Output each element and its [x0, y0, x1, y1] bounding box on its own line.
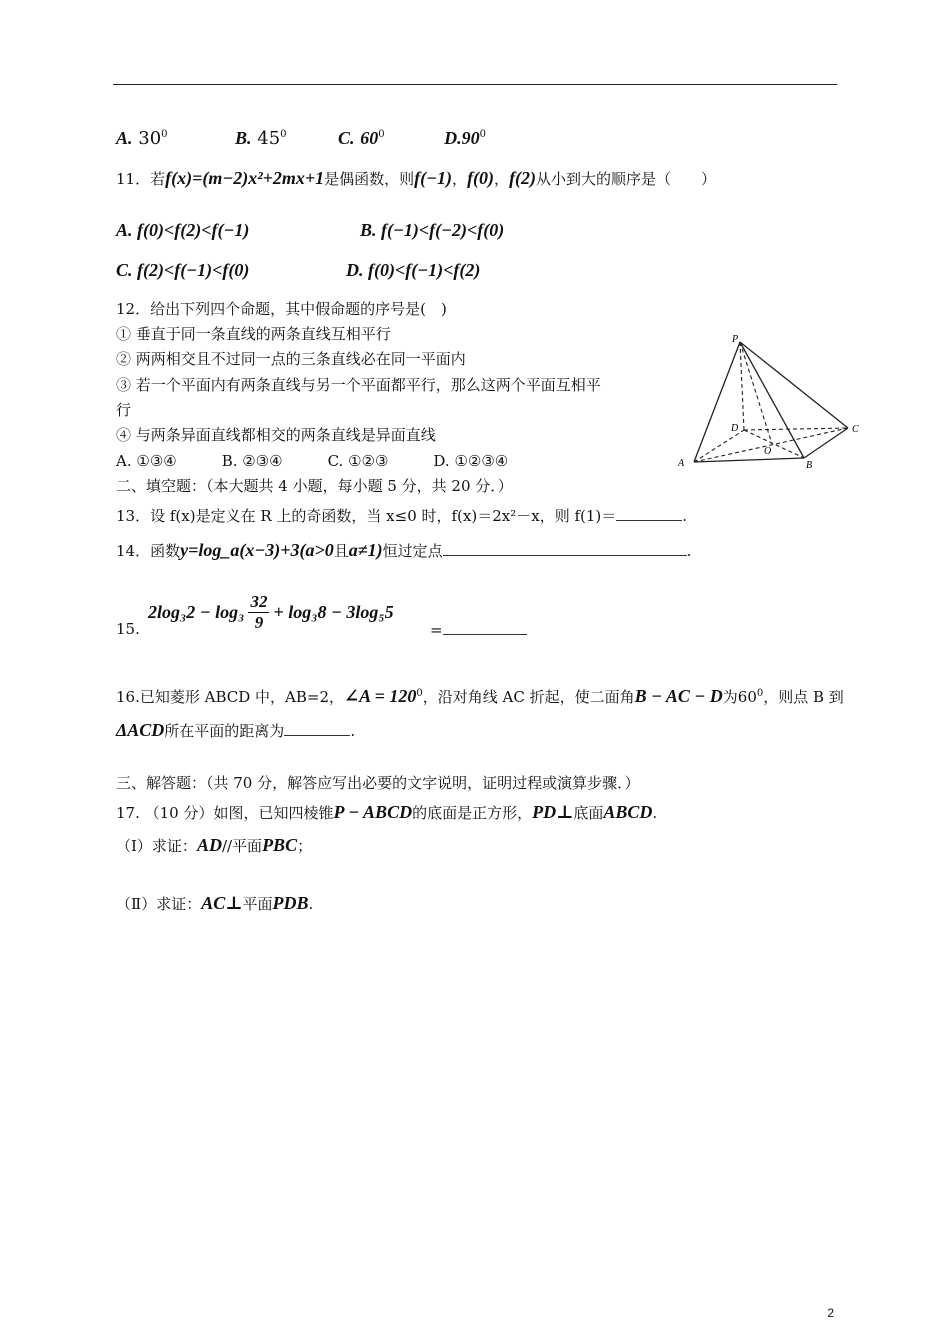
- q14-suffix: 恒过定点: [382, 542, 443, 560]
- q11-mid: 是偶函数，则: [324, 170, 415, 188]
- q16-line-1: [116, 686, 844, 707]
- q16-l1c: 为: [722, 688, 738, 706]
- q15-answer-blank[interactable]: [443, 620, 527, 635]
- q17-part-1: [116, 835, 312, 856]
- q10-a-label: A.: [116, 128, 133, 148]
- q11-c-label: C.: [116, 260, 133, 280]
- q13-answer-blank[interactable]: [616, 506, 682, 521]
- q11-b-label: B.: [360, 220, 377, 240]
- q15-fraction: [248, 592, 269, 633]
- q11-b-value: f(−1)<f(−2)<f(0): [381, 220, 505, 240]
- q16-l1a: 16.已知菱形 ABCD 中，AB=2，: [116, 688, 344, 706]
- q17-stem: [116, 802, 657, 823]
- edge-pa: [694, 342, 740, 462]
- q10-b-sup: 0: [280, 129, 287, 140]
- q15-answer: [430, 620, 527, 639]
- q16-l2: 所在平面的距离为: [164, 722, 285, 740]
- q10-d-value: 90: [461, 128, 480, 148]
- q10-d-sup: 0: [479, 129, 486, 140]
- q15-frac-den: 9: [254, 613, 264, 632]
- section-2-heading: 二、填空题：（本大题共 4 小题，每小题 5 分，共 20 分．）: [116, 477, 513, 495]
- q12-statement-3b: 行: [116, 401, 132, 419]
- q11-suffix: 从小到大的顺序是（ ）: [536, 170, 717, 188]
- section-3-heading: 三、解答题：（共 70 分，解答应写出必要的文字说明，证明过程或演算步骤．）: [116, 774, 640, 792]
- q17-a: 17. （10 分）如图，已知四棱锥: [116, 804, 334, 822]
- edge-pc: [740, 342, 848, 428]
- q11-d-value: f(0)<f(−1)<f(2): [368, 260, 481, 280]
- header-rule: [113, 84, 837, 85]
- q12-statement-3a: ③ 若一个平面内有两条直线与另一个平面都平行，那么这两个平面互相平: [116, 376, 601, 394]
- q14: [116, 540, 691, 561]
- pyramid-figure: [672, 330, 872, 475]
- q12-statement-2: ② 两两相交且不过同一点的三条直线必在同一平面内: [116, 350, 466, 368]
- label-a: A: [678, 458, 685, 469]
- q16-deg-sup: 0: [756, 688, 764, 699]
- q12-statement-1: ① 垂直于同一条直线的两条直线互相平行: [116, 325, 391, 343]
- q14-cond: a≠1): [348, 540, 383, 560]
- label-b: B: [806, 460, 813, 471]
- q15-label: 15.: [116, 620, 140, 638]
- q17-p2-plane: 平面: [242, 895, 273, 913]
- q15-formula: [148, 592, 394, 633]
- edge-pb: [740, 342, 804, 458]
- q12-options: A. ①③④ B. ②③④ C. ①②③ D. ①②③④: [116, 452, 509, 470]
- q16-line-2: [116, 720, 355, 741]
- q10-b-label: B.: [235, 128, 252, 148]
- q11-formula: f(x)=(m−2)x²+2mx+1: [165, 168, 325, 188]
- q15-eq: =: [430, 621, 443, 639]
- edge-ad: [694, 430, 744, 462]
- q12-statement-4: ④ 与两条异面直线都相交的两条直线是异面直线: [116, 426, 436, 444]
- q16-end: .: [350, 722, 356, 740]
- q10-d-label: D.: [444, 128, 462, 148]
- page-number: 2: [827, 1306, 834, 1320]
- q11-v2: f(0): [467, 168, 495, 188]
- q15-frac-num: 32: [250, 592, 268, 611]
- q17-pd: PD: [532, 802, 557, 822]
- q14-answer-blank[interactable]: [443, 541, 687, 556]
- q17-p1-par: //平面: [221, 837, 263, 855]
- q15-formula-left: 2log₃2 − log₃: [148, 602, 245, 622]
- q11-c-value: f(2)<f(−1)<f(0): [137, 260, 250, 280]
- q10-options: [116, 128, 486, 149]
- edge-pd: [740, 342, 744, 430]
- q17-p1-ad: AD: [196, 835, 222, 855]
- q11-d-label: D.: [346, 260, 364, 280]
- q11-option-b: [360, 220, 504, 241]
- label-d: D: [731, 423, 739, 434]
- label-p: P: [732, 334, 739, 345]
- q11-a-value: f(0)<f(2)<f(−1): [137, 220, 250, 240]
- q10-c-label: C.: [338, 128, 355, 148]
- q12-stem: 12．给出下列四个命题，其中假命题的序号是( ): [116, 300, 447, 318]
- q14-mid: 且: [333, 542, 349, 560]
- q10-c-value: 60: [360, 128, 379, 148]
- q17-pyramid: P − ABCD: [333, 802, 413, 822]
- q16-dihedral: B − AC − D: [634, 686, 723, 706]
- q13: [116, 505, 687, 526]
- q11-a-label: A.: [116, 220, 133, 240]
- q16-tri: ΔACD: [116, 720, 165, 740]
- q10-c-sup: 0: [378, 129, 385, 140]
- line-po: [740, 342, 772, 444]
- q17-p1-label: （Ⅰ）求证：: [116, 837, 197, 855]
- q17-part-2: [116, 893, 313, 914]
- q11-option-d: [346, 260, 480, 281]
- q14-formula: y=log_a(x−3)+3(a>0: [180, 540, 334, 560]
- q16-angle: ∠A = 120: [344, 686, 417, 706]
- q11-prefix: 11．若: [116, 170, 166, 188]
- q16-deg: 60: [737, 688, 757, 706]
- q16-l1b: ，沿对角线 AC 折起，使二面角: [422, 688, 635, 706]
- q17-p2-perp: ⊥: [225, 893, 243, 913]
- q17-perp: ⊥: [556, 802, 574, 822]
- q11-sep2: ，: [494, 170, 510, 188]
- q16-answer-blank[interactable]: [284, 721, 350, 736]
- q17-b: 的底面是正方形，: [412, 804, 533, 822]
- q17-p1-end: ；: [297, 837, 313, 855]
- q10-b-value: 45: [257, 128, 281, 149]
- q17-p2-pdb: PDB: [272, 893, 309, 913]
- edge-dc: [744, 428, 848, 430]
- q17-p2-label: （Ⅱ）求证：: [116, 895, 202, 913]
- q10-a-value: 30: [138, 128, 162, 149]
- q11-option-c: [116, 260, 249, 281]
- q17-d: .: [652, 804, 658, 822]
- q16-l1d: ，则点 B 到: [763, 688, 844, 706]
- label-c: C: [852, 424, 859, 435]
- q13-end: .: [682, 507, 688, 525]
- q17-abcd: ABCD: [603, 802, 653, 822]
- q10-a-sup: 0: [161, 129, 168, 140]
- q17-c: 底面: [573, 804, 604, 822]
- q14-end: .: [686, 542, 692, 560]
- diag-db: [744, 430, 804, 458]
- q15-formula-right: + log₃8 − 3log₅5: [273, 602, 394, 622]
- q17-p2-end: .: [308, 895, 314, 913]
- q11-stem: [116, 168, 716, 189]
- q11-v3: f(2): [509, 168, 537, 188]
- label-o: O: [764, 446, 772, 457]
- q14-prefix: 14．函数: [116, 542, 181, 560]
- q11-sep1: ，: [452, 170, 468, 188]
- q13-text: 13．设 f(x)是定义在 R 上的奇函数，当 x≤0 时，f(x)＝2x²－x，则 f(1)＝: [116, 507, 617, 525]
- q16-angle-sup: 0: [416, 688, 423, 699]
- q11-option-a: [116, 220, 249, 241]
- q17-p1-pbc: PBC: [262, 835, 298, 855]
- q11-v1: f(−1): [414, 168, 453, 188]
- q17-p2-ac: AC: [201, 893, 226, 913]
